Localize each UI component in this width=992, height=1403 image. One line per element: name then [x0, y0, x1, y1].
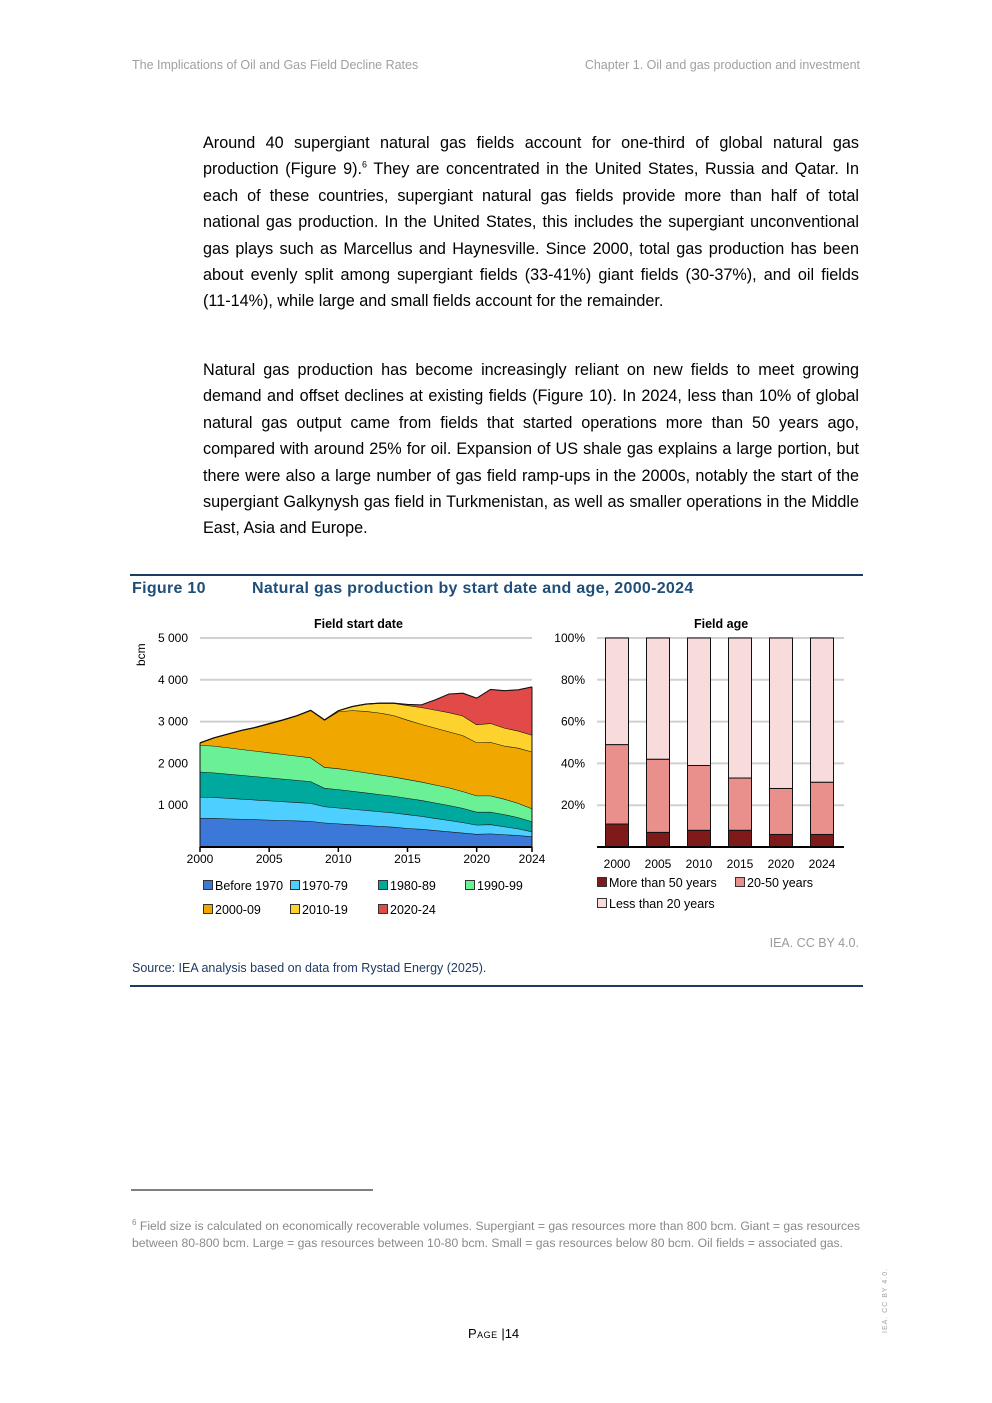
legend-item: [203, 903, 261, 917]
x-tick-label: 2010: [324, 852, 352, 866]
bar-segment: [729, 830, 752, 847]
bar-segment: [729, 778, 752, 830]
legend-swatch: [203, 904, 213, 914]
legend-swatch: [465, 880, 475, 890]
legend-label: More than 50 years: [609, 876, 717, 890]
legend-item: [735, 876, 813, 890]
legend-item: [597, 876, 717, 890]
page-number: [468, 1326, 519, 1341]
y-tick-label: 80%: [560, 672, 585, 687]
bar-segment: [688, 638, 711, 765]
y-tick-label: 2 000: [157, 756, 188, 771]
x-tick-label: 2010: [685, 857, 713, 871]
x-tick-label: 2020: [767, 857, 795, 871]
y-tick-label: 40%: [560, 756, 585, 771]
area-chart-field-start-date: [130, 625, 550, 875]
footnote-number: 6: [132, 1217, 137, 1227]
legend-label: 1980-89: [390, 879, 436, 893]
area-chart-title: Field start date: [314, 617, 403, 631]
bar-chart-title: Field age: [694, 617, 749, 631]
y-tick-label: 3 000: [157, 714, 188, 729]
y-axis-label: bcm: [134, 643, 148, 667]
legend-label: 20-50 years: [747, 876, 814, 890]
x-tick-label: 2000: [186, 852, 214, 866]
legend-label: 2020-24: [390, 903, 436, 917]
y-tick-label: 4 000: [157, 672, 188, 687]
legend-item: [290, 903, 348, 917]
legend-swatch: [290, 904, 300, 914]
y-tick-label: 100%: [554, 631, 585, 645]
paragraph-1-text-a: Around 40 supergiant natural gas fields account for one-third of global natural gas production (Figure 9).: [203, 134, 859, 179]
bar-segment: [606, 824, 629, 847]
footnote-reference[interactable]: 6: [362, 160, 368, 171]
figure-top-rule: [130, 574, 863, 576]
legend-item: [378, 903, 436, 917]
legend-item: [378, 879, 436, 893]
bar-segment: [647, 759, 670, 832]
x-tick-label: 2005: [255, 852, 283, 866]
y-tick-label: 1 000: [157, 798, 188, 813]
bar-segment: [770, 834, 793, 847]
x-tick-label: 2005: [644, 857, 672, 871]
footnote-text: Field size is calculated on economically recoverable volumes. Supergiant = gas resources more than 800 bcm. Giant = gas resources between 80-800 bcm. Large = gas resources between 10-80 bcm. Small = gas resources below 80 bcm. Oil fields = associated gas.: [132, 1219, 860, 1250]
figure-credit: IEA. CC BY 4.0.: [769, 936, 859, 950]
legend-swatch: [735, 877, 745, 887]
legend-item: [597, 897, 715, 911]
y-tick-label: 60%: [560, 714, 585, 729]
running-header-chapter: Chapter 1. Oil and gas production and investment: [584, 58, 860, 72]
area-chart-legend: [203, 879, 543, 919]
legend-swatch: [378, 904, 388, 914]
figure-source: Source: IEA analysis based on data from Rystad Energy (2025).: [132, 961, 487, 975]
legend-item: [290, 879, 348, 893]
legend-label: 2010-19: [302, 903, 348, 917]
x-tick-label: 2024: [518, 852, 546, 866]
x-tick-label: 2015: [394, 852, 421, 866]
legend-swatch: [597, 877, 607, 887]
bar-segment: [688, 765, 711, 830]
legend-item: [203, 879, 283, 893]
bar-segment: [811, 638, 834, 782]
x-tick-label: 2020: [463, 852, 491, 866]
figure-label: Figure 10: [132, 580, 206, 597]
bar-segment: [729, 638, 752, 778]
legend-label: 1970-79: [302, 879, 348, 893]
figure-bottom-rule: [130, 985, 863, 987]
legend-swatch: [203, 880, 213, 890]
y-tick-label: 20%: [560, 798, 585, 813]
bar-segment: [647, 832, 670, 847]
bar-segment: [811, 834, 834, 847]
legend-label: Less than 20 years: [609, 897, 715, 911]
legend-swatch: [597, 898, 607, 908]
bar-segment: [811, 782, 834, 834]
legend-label: Before 1970: [215, 879, 284, 893]
body-paragraph-2: Natural gas production has become increasingly reliant on new fields to meet growing demand and offset declines at existing fields (Figure 10). In 2024, less than 10% of global natural gas output came from fields that started operations more than 50 years ago, compared with around 25% for oil. Expansion of US shale gas explains a large portion, but there were also a large number of gas field ramp-ups in the 2000s, notably the start of the supergiant Galkynysh gas field in Turkmenistan, as well as smaller operations in the Middle East, Asia and Europe.: [203, 361, 859, 538]
legend-label: 1990-99: [477, 879, 523, 893]
bar-segment: [688, 830, 711, 847]
bar-segment: [606, 638, 629, 745]
footnote: [132, 1218, 860, 1252]
page-number-value: 14: [504, 1326, 520, 1341]
bar-segment: [606, 745, 629, 824]
side-credit: IEA. CC BY 4.0.: [882, 1267, 889, 1333]
legend-label: 2000-09: [215, 903, 261, 917]
x-tick-label: 2024: [808, 857, 836, 871]
bar-chart-field-age: [545, 625, 865, 875]
y-tick-label: 5 000: [157, 631, 188, 645]
bar-segment: [770, 788, 793, 834]
page-separator: |: [501, 1326, 505, 1341]
figure-title: Natural gas production by start date and age, 2000-2024: [252, 580, 694, 597]
x-tick-label: 2000: [603, 857, 631, 871]
x-tick-label: 2015: [726, 857, 754, 871]
legend-item: [465, 879, 523, 893]
legend-swatch: [290, 880, 300, 890]
footnote-separator: [131, 1189, 373, 1191]
running-header-title: The Implications of Oil and Gas Field Decline Rates: [132, 58, 419, 72]
paragraph-1-text-b: They are concentrated in the United States, Russia and Qatar. In each of these countries, supergiant natural gas fields provide more than half of total national gas production. In the United States, this includes the supergiant unconventional gas plays such as Marcellus and Haynesville. Since 2000, total gas production has been about evenly split among supergiant fields (33-41%) giant fields (30-37%), and oil fields (11-14%), while large and small fields account for the remainder.: [203, 160, 859, 311]
page-label: Page: [468, 1326, 498, 1341]
legend-swatch: [378, 880, 388, 890]
body-paragraph-1: [203, 130, 859, 315]
bar-chart-legend: [597, 876, 867, 916]
bar-segment: [647, 638, 670, 759]
bar-segment: [770, 638, 793, 788]
